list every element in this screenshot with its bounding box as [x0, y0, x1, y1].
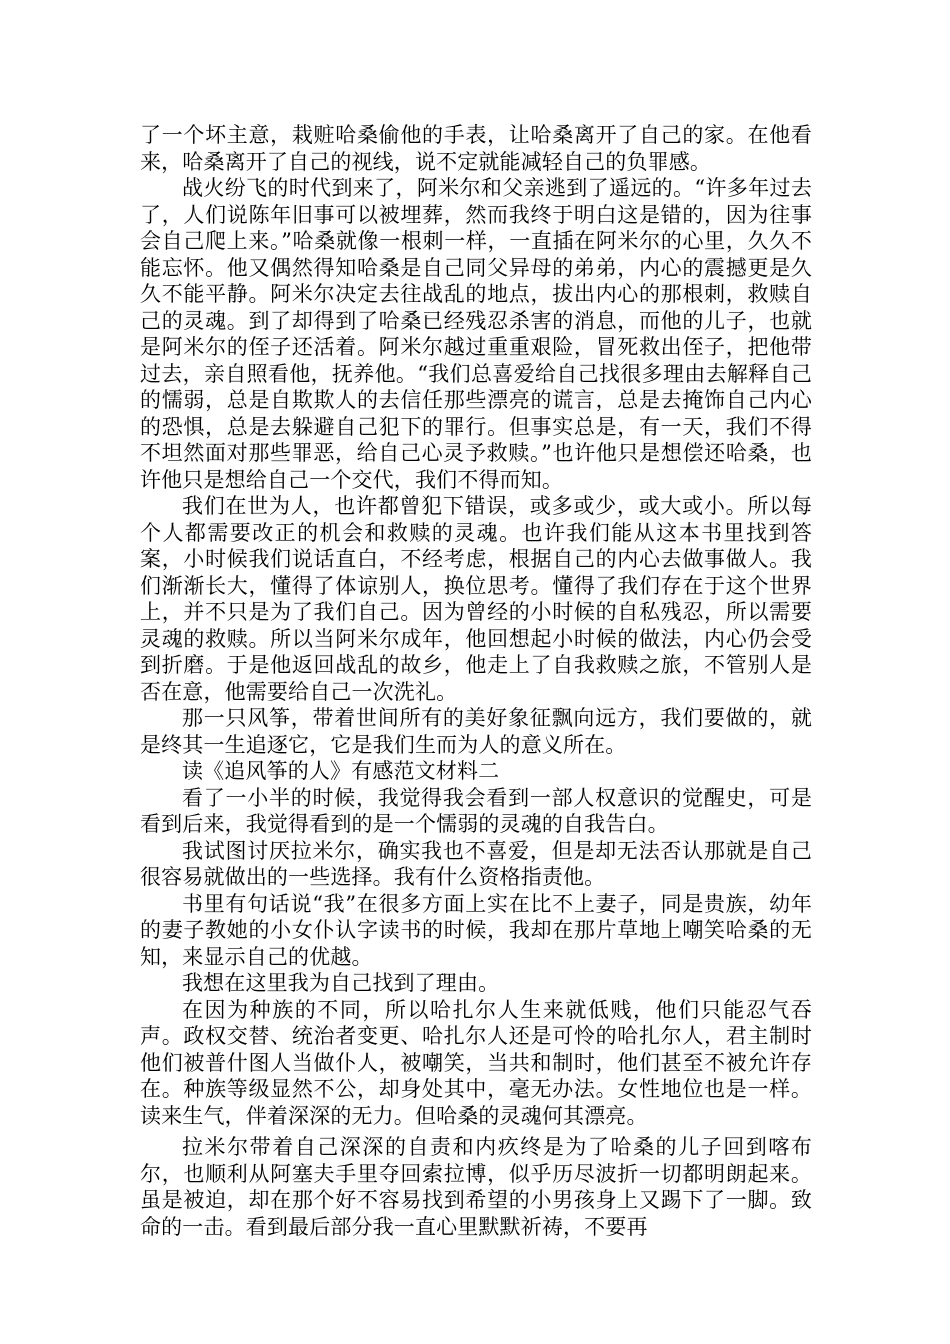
- section-heading: 读《追风筝的人》有感范文材料二: [182, 759, 500, 783]
- paragraph-9: 在因为种族的不同，所以哈扎尔人生来就低贱，他们只能忍气吞声。政权交替、统治者变更、哈扎尔人还是可怜的哈扎尔人，君主制时他们被普什图人当做仆人，被嘲笑，当共和制时，他们甚至不被允许存在。种族等级显然不公，却身处其中，毫无办法。女性地位也是一样。读来生气，伴着深深的无力。但哈桑的灵魂何其漂亮。: [140, 997, 812, 1128]
- document-body: [140, 122, 812, 1240]
- paragraph-3: 我们在世为人，也许都曾犯下错误，或多或少，或大或小。所以每个人都需要改正的机会和救赎的灵魂。也许我们能从这本书里找到答案，小时候我们说话直白，不经考虑，根据自己的内心去做事做人。我们渐渐长大，懂得了体谅别人，换位思考。懂得了我们存在于这个世界上，并不只是为了我们自己。因为曾经的小时候的自私残忍，所以需要灵魂的救赎。所以当阿米尔成年，他回想起小时候的做法，内心仍会受到折磨。于是他返回战乱的故乡，他走上了自我救赎之旅，不管别人是否在意，他需要给自己一次洗礼。: [140, 494, 812, 704]
- paragraph-1: 了一个坏主意，栽赃哈桑偷他的手表，让哈桑离开了自己的家。在他看来，哈桑离开了自己的视线，说不定就能减轻自己的负罪感。: [140, 123, 812, 174]
- paragraph-7: 书里有句话说“我”在很多方面上实在比不上妻子，同是贵族，幼年的妻子教她的小女仆认字读书的时候，我却在那片草地上嘲笑哈桑的无知，来显示自己的优越。: [140, 891, 812, 969]
- paragraph-6: 我试图讨厌拉米尔，确实我也不喜爱，但是却无法否认那就是自己很容易就做出的一些选择。我有什么资格指责他。: [140, 838, 812, 889]
- paragraph-5: 看了一小半的时候，我觉得我会看到一部人权意识的觉醒史，可是看到后来，我觉得看到的是一个懦弱的灵魂的自我告白。: [140, 785, 812, 836]
- paragraph-8: 我想在这里我为自己找到了理由。: [182, 971, 500, 995]
- paragraph-4: 那一只风筝，带着世间所有的美好象征飘向远方，我们要做的，就是终其一生追逐它，它是我们生而为人的意义所在。: [140, 706, 812, 757]
- paragraph-10: 拉米尔带着自己深深的自责和内疚终是为了哈桑的儿子回到喀布尔，也顺利从阿塞夫手里夺回索拉博，似乎历尽波折一切都明朗起来。虽是被迫，却在那个好不容易找到希望的小男孩身上又踢下了一脚。致命的一击。看到最后部分我一直心里默默祈祷，不要再: [140, 1135, 812, 1239]
- paragraph-2: 战火纷飞的时代到来了，阿米尔和父亲逃到了遥远的。“许多年过去了，人们说陈年旧事可以被埋葬，然而我终于明白这是错的，因为往事会自己爬上来。”哈桑就像一根刺一样，一直插在阿米尔的心里，久久不能忘怀。他又偶然得知哈桑是自己同父异母的弟弟，内心的震撼更是久久不能平静。阿米尔决定去往战乱的地点，拔出内心的那根刺，救赎自己的灵魂。到了却得到了哈桑已经残忍杀害的消息，而他的儿子，也就是阿米尔的侄子还活着。阿米尔越过重重艰险，冒死救出侄子，把他带过去，亲自照看他，抚养他。“我们总喜爱给自己找很多理由去解释自己的懦弱，总是自欺欺人的去信任那些漂亮的谎言，总是去掩饰自己内心的恐惧，总是去躲避自己犯下的罪行。但事实总是，有一天，我们不得不坦然面对那些罪恶，给自己心灵予救赎。”也许他只是想偿还哈桑，也许他只是想给自己一个交代，我们不得而知。: [140, 176, 812, 492]
